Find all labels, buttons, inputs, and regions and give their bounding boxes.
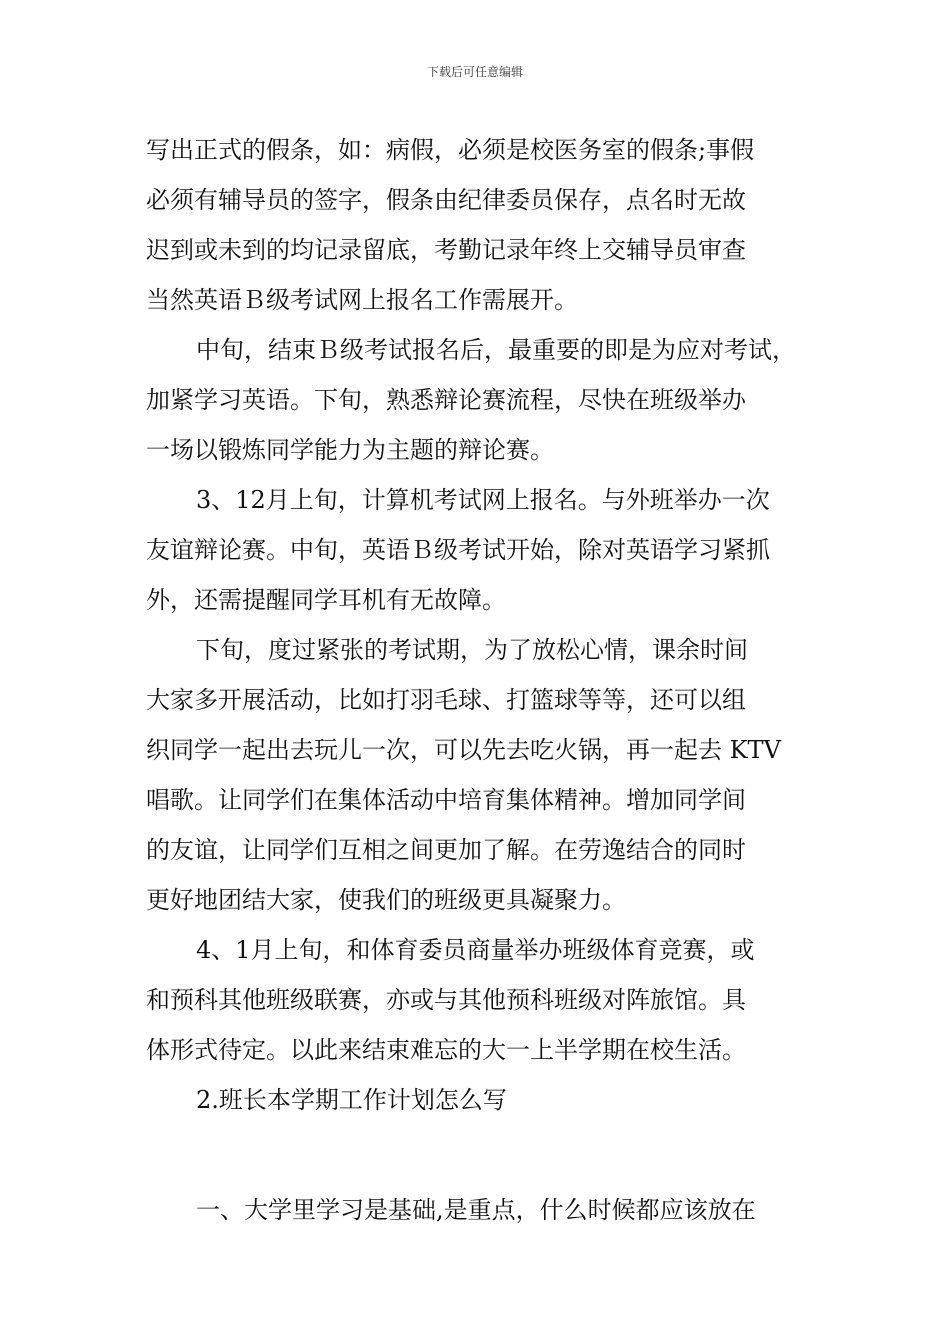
text-line: 一、大学里学习是基础,是重点，什么时候都应该放在 (196, 1196, 756, 1224)
text-line: 更好地团结大家，使我们的班级更具凝聚力。 (146, 886, 626, 914)
text-line: 中旬，结束Ｂ级考试报名后，最重要的即是为应对考试， (196, 336, 796, 364)
text-line: 当然英语Ｂ级考试网上报名工作需展开。 (146, 286, 578, 314)
text-line: 大家多开展活动，比如打羽毛球、打篮球等等，还可以组 (146, 686, 746, 714)
blank-space (146, 1125, 810, 1185)
text-line: 外，还需提醒同学耳机有无故障。 (146, 586, 506, 614)
text-line: 必须有辅导员的签字，假条由纪律委员保存，点名时无故 (146, 186, 746, 214)
text-line: 织同学一起出去玩儿一次，可以先去吃火锅，再一起去 KTV (146, 736, 781, 764)
text-line: 的友谊，让同学们互相之间更加了解。在劳逸结合的同时 (146, 836, 746, 864)
text-line: 加紧学习英语。下旬，熟悉辩论赛流程，尽快在班级举办 (146, 386, 746, 414)
document-body (146, 125, 810, 1235)
paragraph (146, 625, 810, 925)
paragraph (146, 1185, 810, 1235)
paragraph (146, 125, 810, 325)
text-line: 体形式待定。以此来结束难忘的大一上半学期在校生活。 (146, 1036, 746, 1064)
heading-line: 2.班长本学期工作计划怎么写 (196, 1086, 507, 1114)
page-header: 下载后可任意编辑 (426, 65, 523, 79)
text-line: 和预科其他班级联赛，亦或与其他预科班级对阵旅馆。具 (146, 986, 746, 1014)
text-line: 友谊辩论赛。中旬，英语Ｂ级考试开始，除对英语学习紧抓 (146, 536, 770, 564)
text-line: 一场以锻炼同学能力为主题的辩论赛。 (146, 436, 554, 464)
text-line: 3、12月上旬，计算机考试网上报名。与外班举办一次 (196, 486, 770, 514)
paragraph (146, 325, 810, 475)
paragraph (146, 925, 810, 1075)
text-line: 写出正式的假条，如：病假，必须是校医务室的假条;事假 (146, 136, 755, 164)
section-heading (146, 1075, 810, 1125)
paragraph (146, 475, 810, 625)
text-line: 唱歌。让同学们在集体活动中培育集体精神。增加同学间 (146, 786, 746, 814)
text-line: 4、1月上旬，和体育委员商量举办班级体育竞赛，或 (196, 936, 755, 964)
text-line: 迟到或未到的均记录留底，考勤记录年终上交辅导员审查 (146, 236, 746, 264)
text-line: 下旬，度过紧张的考试期，为了放松心情，课余时间 (196, 636, 748, 664)
